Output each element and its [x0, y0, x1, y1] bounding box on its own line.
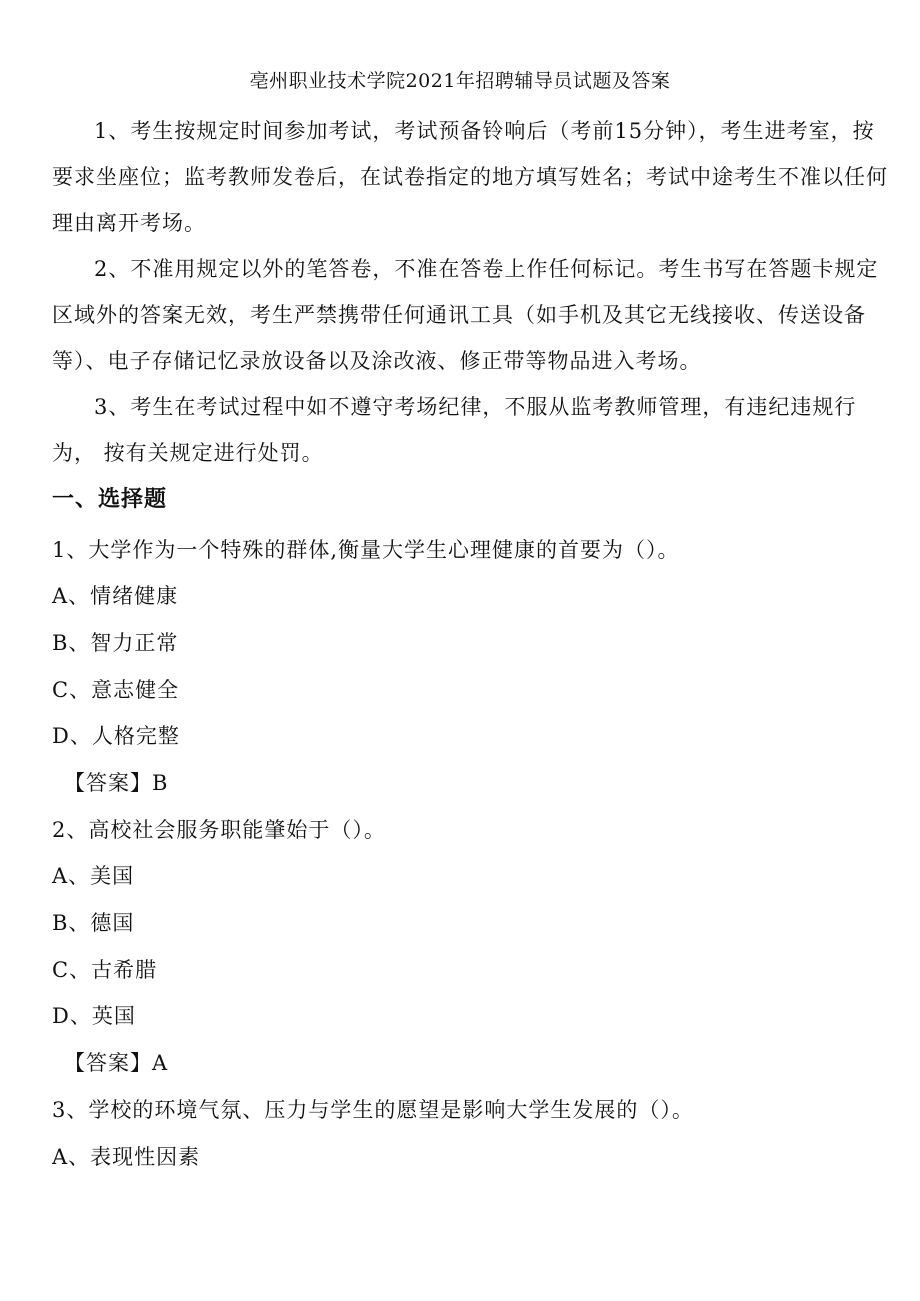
question-option: D、英国	[52, 1004, 136, 1028]
question-option: B、德国	[52, 911, 135, 935]
rule-paragraph-2: 2、不准用规定以外的笔答卷，不准在答卷上作任何标记。考生书写在答题卡规定 区域外的答案无效，考生严禁携带任何通讯工具（如手机及其它无线接收、传送设备 等）、电子存储记忆录放设备以及涂改液、修正带等物品进入考场。	[52, 257, 909, 373]
question-option: D、人格完整	[52, 724, 180, 748]
rule-paragraph-3: 3、考生在考试过程中如不遵守考场纪律，不服从监考教师管理，有违纪违规行为， 按有关规定进行处罚。	[52, 395, 857, 465]
question-stem: 3、学校的环境气氛、压力与学生的愿望是影响大学生发展的（）。	[52, 1098, 694, 1122]
rule-paragraph-1: 1、考生按规定时间参加考试，考试预备铃响后（考前15分钟），考生进考室，按 要求坐座位；监考教师发卷后，在试卷指定的地方填写姓名；考试中途考生不准以任何 理由离开考场。	[52, 119, 888, 235]
question-option: C、意志健全	[52, 678, 180, 702]
section-heading: 一、选择题	[52, 487, 168, 512]
question-answer: 【答案】B	[64, 771, 169, 795]
question-stem: 1、大学作为一个特殊的群体,衡量大学生心理健康的首要为（）。	[52, 538, 680, 562]
question-option: A、情绪健康	[52, 584, 179, 608]
question-option: A、表现性因素	[52, 1145, 201, 1169]
document-title: 亳州职业技术学院2021年招聘辅导员试题及答案	[249, 70, 671, 92]
question-stem: 2、高校社会服务职能肇始于（）。	[52, 818, 386, 842]
question-option: A、美国	[52, 864, 135, 888]
question-option: C、古希腊	[52, 958, 158, 982]
question-answer: 【答案】A	[64, 1051, 169, 1075]
question-option: B、智力正常	[52, 631, 179, 655]
